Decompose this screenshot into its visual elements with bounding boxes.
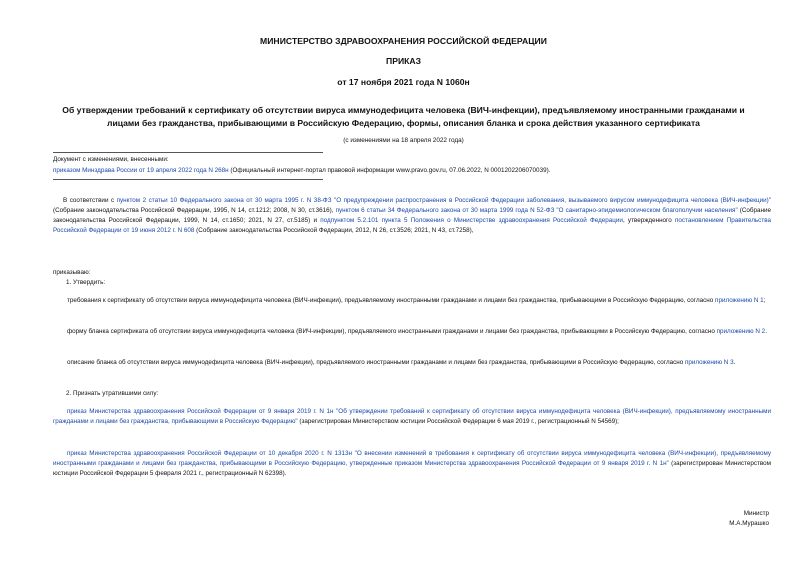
amendment-label: Документ с изменениями, внесенными: [53,156,169,163]
requirements-text: требования к сертификату об отсутствии вируса иммунодефицита человека (ВИЧ-инфекции), предъявляемому иностранными гражданами и лицами без гражданства, прибывающими в Российскую Федерацию, согласно [67,297,716,304]
requirements-item [53,296,771,306]
doc-type-heading: ПРИКАЗ [386,56,421,66]
signature-name: М.А.Мурашко [729,520,769,527]
amendment-link[interactable]: приказом Минздрава России от 19 апреля 2022 года N 268н [53,167,229,174]
preamble-text-5: (Собрание законодательства Российской Федерации, 2012, N 26, ст.3526; 2021, N 43, ст.7258), [194,227,474,234]
preamble-text-4: , утвержденного [622,217,675,224]
order-1313n-link[interactable]: приказ Министерства здравоохранения Российской Федерации от 10 декабря 2020 г. N 1313н "О внесении изменений в требования к сертификату об отсутствии вируса иммунодефицита человека (ВИЧ-инфекции), предъявляемому иностранными гражданами и лицами без гражданства, прибывающими в Российскую Федерацию, утвержденные приказом Министерства здравоохранения Российской Федерации от 9 января 2019 г. N 1н" [53,450,771,467]
description-end: . [733,359,736,366]
preamble-text-1: В соответствии с [63,197,117,204]
signature-block [729,509,769,529]
form-end: . [765,328,767,335]
appendix-2-link[interactable]: приложению N 2 [716,328,766,335]
government-decree-link[interactable]: постановлением Правительства Российской Федерации от 19 июня 2012 г. N 608 [53,217,771,234]
document-title: Об утверждении требований к сертификату об отсутствии вируса иммунодефицита человека (ВИЧ-инфекции), предъявляемому иностранными гражданами и лицами без гражданства, прибывающими в Российскую Федерацию, формы, описания бланка и срока действия указанного сертификата [62,105,745,128]
description-text: описание бланка об отсутствии вируса иммунодефицита человека (ВИЧ-инфекции), предъявляемого иностранными гражданами и лицами без гражданства, прибывающими в Российскую Федерацию, согласно [67,359,685,366]
preamble-paragraph [53,196,771,236]
amendment-rule-bottom [53,179,323,180]
amendment-rule-top [53,152,323,153]
item-1-heading: 1. Утвердить: [66,279,106,286]
amendment-tail: (Официальный интернет-портал правовой информации www.pravo.gov.ru, 07.06.2022, N 0001202206070039). [228,167,551,174]
order-1n-link[interactable]: приказ Министерства здравоохранения Российской Федерации от 9 января 2019 г. N 1н "Об утверждении требований к сертификату об отсутствии вируса иммунодефицита человека (ВИЧ-инфекции), предъявляемому иностранными гражданами и лицами без гражданства, прибывающими в Российскую Федерацию" [53,408,771,425]
repealed-order-2 [53,449,771,479]
description-item [53,358,771,368]
preamble-text-2: (Собрание законодательства Российской Федерации, 1995, N 14, ст.1212; 2008, N 30, ст.3616), [53,207,336,214]
appendix-3-link[interactable]: приложению N 3 [685,359,734,366]
signature-position: Министр [743,510,769,517]
changes-note: (с изменениями на 18 апреля 2022 года) [343,137,464,144]
item-2-heading: 2. Признать утратившими силу: [66,390,159,397]
form-text: форму бланка сертификата об отсутствии вируса иммунодефицита человека (ВИЧ-инфекции), предъявляемого иностранными гражданами и лицами без гражданства, прибывающими в Российскую Федерацию, согласно [67,328,717,335]
ministry-heading: МИНИСТЕРСТВО ЗДРАВООХРАНЕНИЯ РОССИЙСКОЙ ФЕДЕРАЦИИ [260,36,547,46]
preamble-text-3: (Собрание законодательства Российской Федерации, 1999, N 14, ст.1650; 2021, N 27, ст.5185) и [53,207,771,224]
law-52fz-link[interactable]: пунктом 6 статьи 34 Федерального закона от 30 марта 1999 года N 52-ФЗ "О санитарно-эпидемиологическом благополучии населения" [335,207,738,214]
requirements-end: ; [763,297,766,304]
orders-text: приказываю: [53,269,91,276]
appendix-1-link[interactable]: приложению N 1 [715,297,764,304]
repealed-order-2-tail: (зарегистрирован Министерством юстиции Российской Федерации 5 февраля 2021 г., регистрационный N 62398). [53,460,771,477]
amendment-line [53,166,550,176]
date-number-heading: от 17 ноября 2021 года N 1060н [337,77,470,87]
form-item [53,327,771,337]
repealed-order-1 [53,407,771,427]
law-38fz-link[interactable]: пунктом 2 статьи 10 Федерального закона от 30 марта 1995 г. N 38-ФЗ "О предупреждении распространения в Российской Федерации заболевания, вызываемого вирусом иммунодефицита человека (ВИЧ-инфекции)" [116,197,772,204]
regulation-link[interactable]: подпунктом 5.2.101 пункта 5 Положения о Министерстве здравоохранения Российской Федерации [320,217,623,224]
repealed-order-1-tail: (зарегистрирован Министерством юстиции Российской Федерации 6 мая 2019 г., регистрационный N 54569); [297,418,619,425]
